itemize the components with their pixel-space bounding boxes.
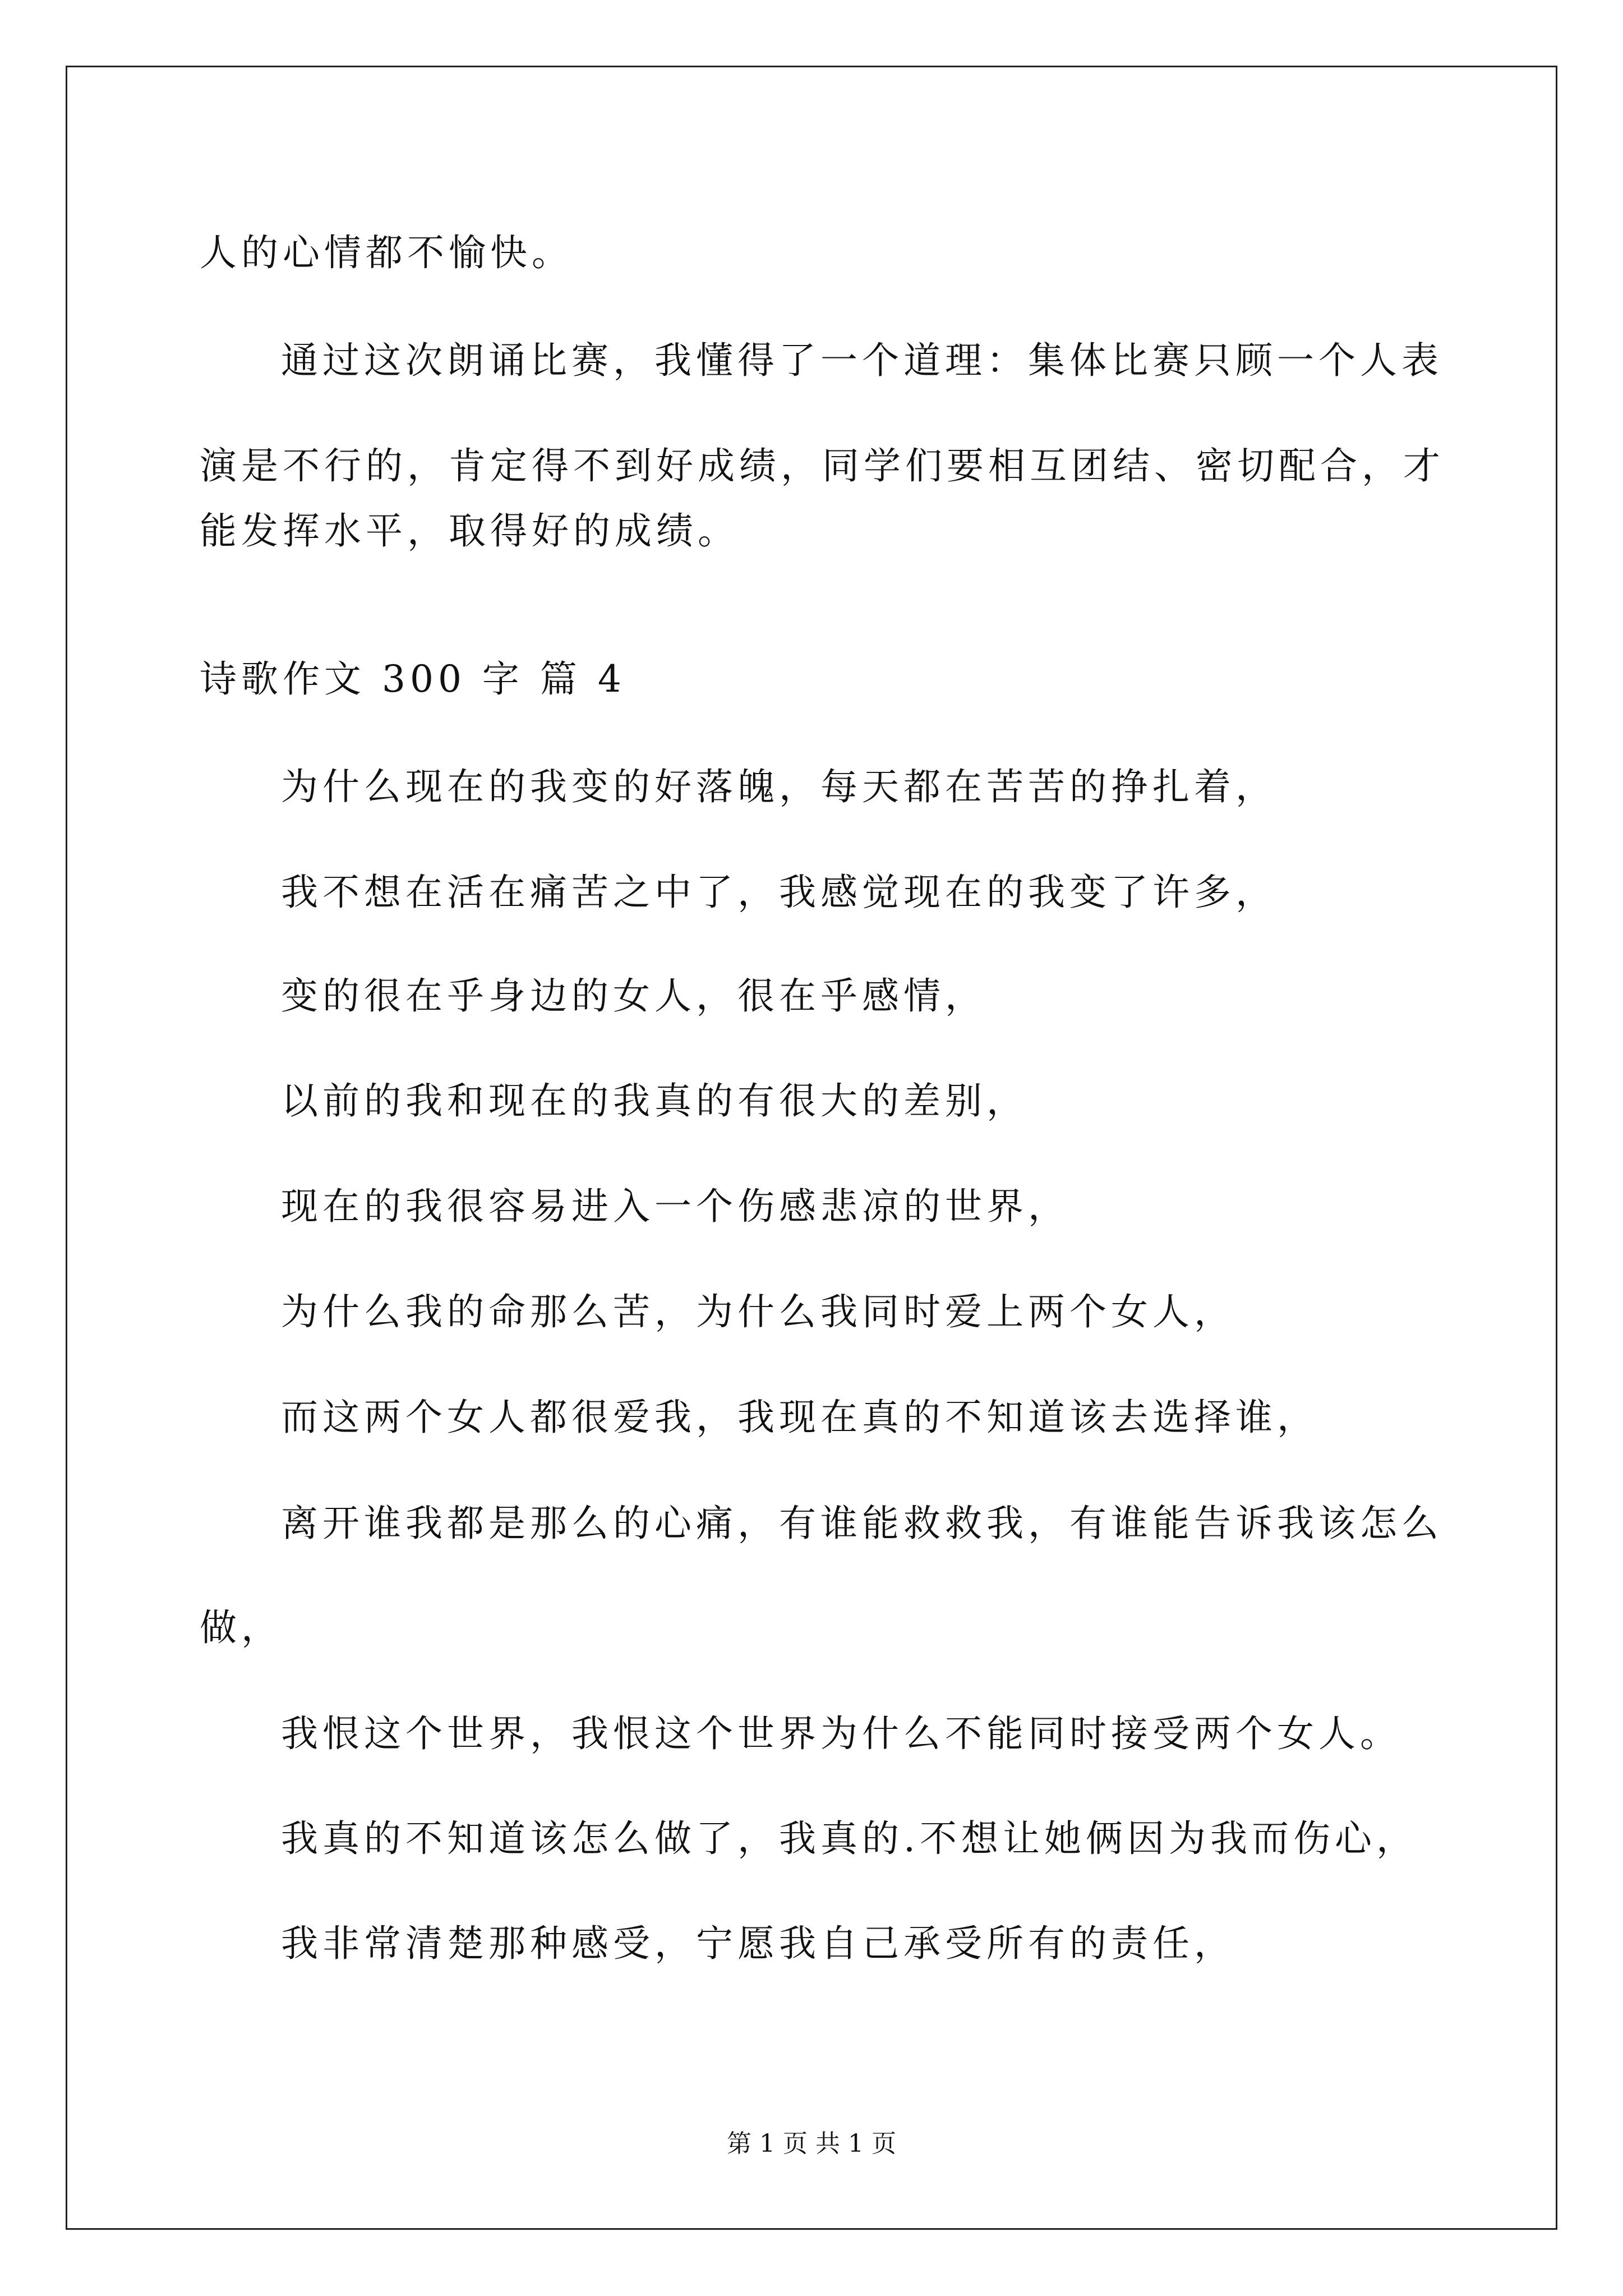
poem-line: 我不想在活在痛苦之中了，我感觉现在的我变了许多， <box>281 871 1277 914</box>
poem-line: 离开谁我都是那么的心痛，有谁能救救我，有谁能告诉我该怎么 <box>281 1502 1443 1545</box>
page-border <box>66 66 1557 2230</box>
poem-line: 我非常清楚那种感受，宁愿我自己承受所有的责任， <box>281 1922 1235 1965</box>
poem-line: 以前的我和现在的我真的有很大的差别， <box>281 1079 1028 1122</box>
paragraph-line: 能发挥水平，取得好的成绩。 <box>200 509 739 553</box>
paragraph-line: 通过这次朗诵比赛，我懂得了一个道理：集体比赛只顾一个人表 <box>281 339 1443 382</box>
poem-line: 为什么现在的我变的好落魄，每天都在苦苦的挣扎着， <box>281 765 1277 808</box>
poem-line: 我真的不知道该怎么做了，我真的.不想让她俩因为我而伤心， <box>281 1817 1418 1860</box>
paragraph-line: 人的心情都不愉快。 <box>200 231 573 274</box>
poem-line: 现在的我很容易进入一个伤感悲凉的世界， <box>281 1185 1069 1228</box>
page-footer: 第 1 页 共 1 页 <box>727 2129 896 2158</box>
poem-line: 我恨这个世界，我恨这个世界为什么不能同时接受两个女人。 <box>281 1712 1401 1755</box>
paragraph-line: 演是不行的，肯定得不到好成绩，同学们要相互团结、密切配合，才 <box>200 444 1445 487</box>
poem-line: 做， <box>200 1606 283 1649</box>
poem-line: 而这两个女人都很爱我，我现在真的不知道该去选择谁， <box>281 1396 1318 1439</box>
section-heading: 诗歌作文 300 字 篇 4 <box>200 657 626 701</box>
poem-line: 变的很在乎身边的女人，很在乎感情， <box>281 974 986 1018</box>
poem-line: 为什么我的命那么苦，为什么我同时爱上两个女人， <box>281 1290 1235 1333</box>
